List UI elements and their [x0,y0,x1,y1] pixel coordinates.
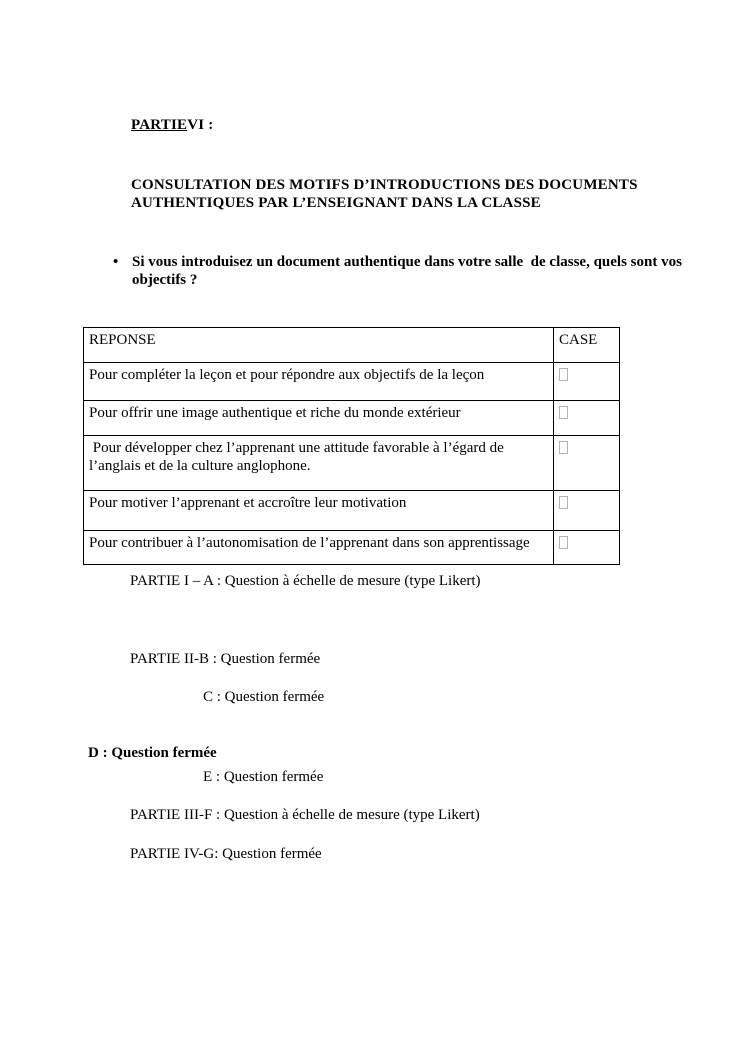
table-row [84,491,620,531]
outline-partie-4: PARTIE IV-G: Question fermée [130,846,322,862]
case-cell [554,436,620,491]
table-row [84,363,620,401]
case-cell [554,491,620,531]
objectives-table [83,327,620,565]
case-checkbox[interactable] [559,406,568,419]
column-header-case: CASE [554,328,620,363]
table-row [84,531,620,565]
section-heading-underlined: PARTIE [131,117,188,133]
bullet-question-text: Si vous introduisez un document authentique dans votre salle de classe, quels sont vos objectifs ? [132,254,682,288]
document-title: CONSULTATION DES MOTIFS D’INTRODUCTIONS DES DOCUMENTS AUTHENTIQUES PAR L’ENSEIGNANT DANS LA CLASSE [131,177,638,211]
table-row [84,401,620,436]
case-checkbox[interactable] [559,441,568,454]
reponse-cell: Pour offrir une image authentique et riche du monde extérieur [84,401,554,436]
reponse-cell: Pour contribuer à l’autonomisation de l’apprenant dans son apprentissage [84,531,554,565]
section-heading-rest: VI : [187,117,214,133]
outline-partie-3: PARTIE III-F : Question à échelle de mesure (type Likert) [130,807,480,823]
bullet-question [113,254,689,289]
column-header-reponse: REPONSE [84,328,554,363]
case-checkbox[interactable] [559,496,568,509]
outline-partie-2: PARTIE II-B : Question fermée [130,651,321,667]
table-header-row [84,328,620,363]
reponse-cell: Pour développer chez l’apprenant une attitude favorable à l’égard de l’anglais et de la culture anglophone. [84,436,554,491]
case-cell [554,531,620,565]
section-heading [131,117,213,134]
case-cell [554,363,620,401]
outline-item-c: C : Question fermée [203,689,325,705]
outline-item-e: E : Question fermée [203,769,324,785]
reponse-cell: Pour motiver l’apprenant et accroître leur motivation [84,491,554,531]
case-cell [554,401,620,436]
outline-item-d: D : Question fermée [88,745,217,761]
case-checkbox[interactable] [559,536,568,549]
case-checkbox[interactable] [559,368,568,381]
outline-partie-1: PARTIE I – A : Question à échelle de mesure (type Likert) [130,573,481,589]
reponse-cell: Pour compléter la leçon et pour répondre aux objectifs de la leçon [84,363,554,401]
table-row [84,436,620,491]
bullet-icon: • [113,254,119,270]
